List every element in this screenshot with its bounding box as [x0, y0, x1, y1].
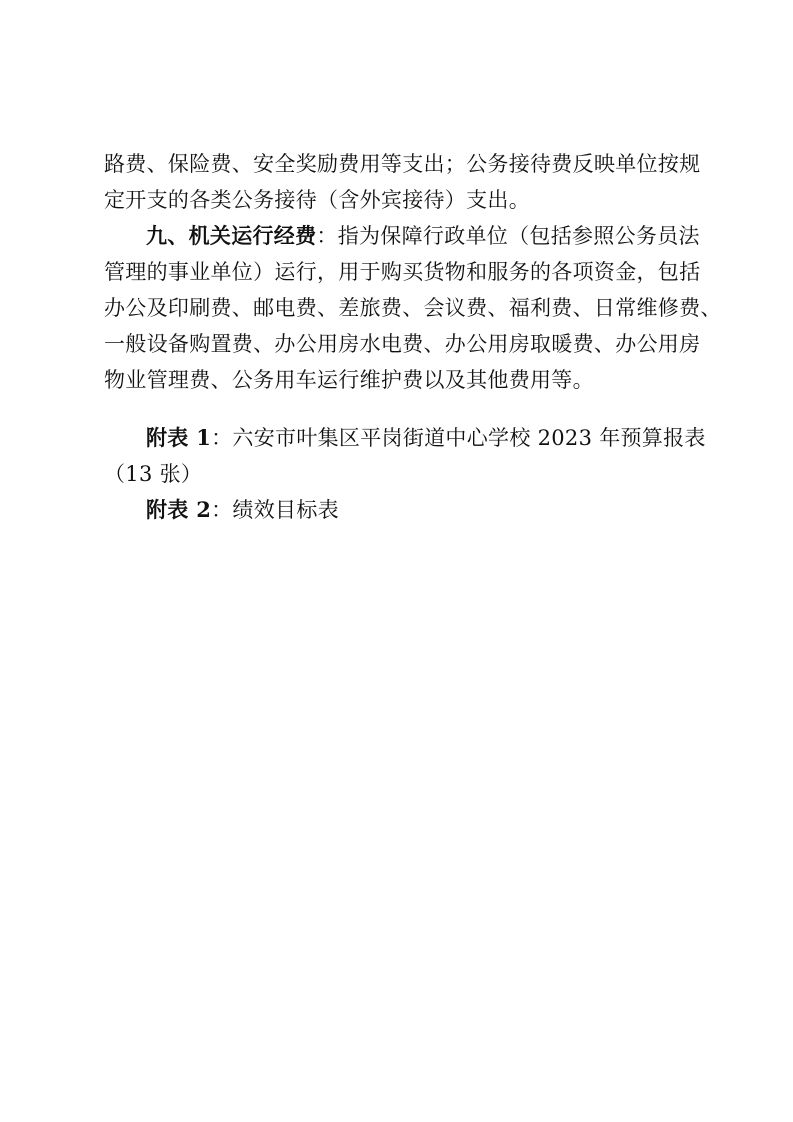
attachment-line [104, 492, 690, 528]
attachment-line: （13 张） [104, 462, 203, 486]
paragraph-line: 物业管理费、公务用车运行维护费以及其他费用等。 [104, 368, 594, 392]
section-heading: 九、机关运行经费 [146, 223, 317, 248]
paragraph-line: 定开支的各类公务接待（含外宾接待）支出。 [104, 188, 530, 212]
paragraph-line: 办公及印刷费、邮电费、差旅费、会议费、福利费、日常维修费、 [104, 296, 722, 320]
attachment-label: 附表 1 [146, 425, 212, 450]
paragraph-text: ：指为保障行政单位（包括参照公务员法 [316, 224, 700, 248]
attachment-text: ：绩效目标表 [211, 498, 339, 522]
attachment-line [104, 420, 706, 456]
paragraph-line [104, 218, 700, 254]
attachment-text: ：六安市叶集区平岗街道中心学校 2023 年预算报表 [211, 426, 706, 450]
paragraph-line: 路费、保险费、安全奖励费用等支出；公务接待费反映单位按规 [104, 152, 701, 176]
paragraph-line: 一般设备购置费、办公用房水电费、办公用房取暖费、办公用房 [104, 332, 701, 356]
paragraph-gap [104, 398, 690, 420]
attachment-label: 附表 2 [146, 497, 212, 522]
paragraph-line: 管理的事业单位）运行，用于购买货物和服务的各项资金，包括 [104, 260, 701, 284]
document-body [104, 146, 722, 528]
